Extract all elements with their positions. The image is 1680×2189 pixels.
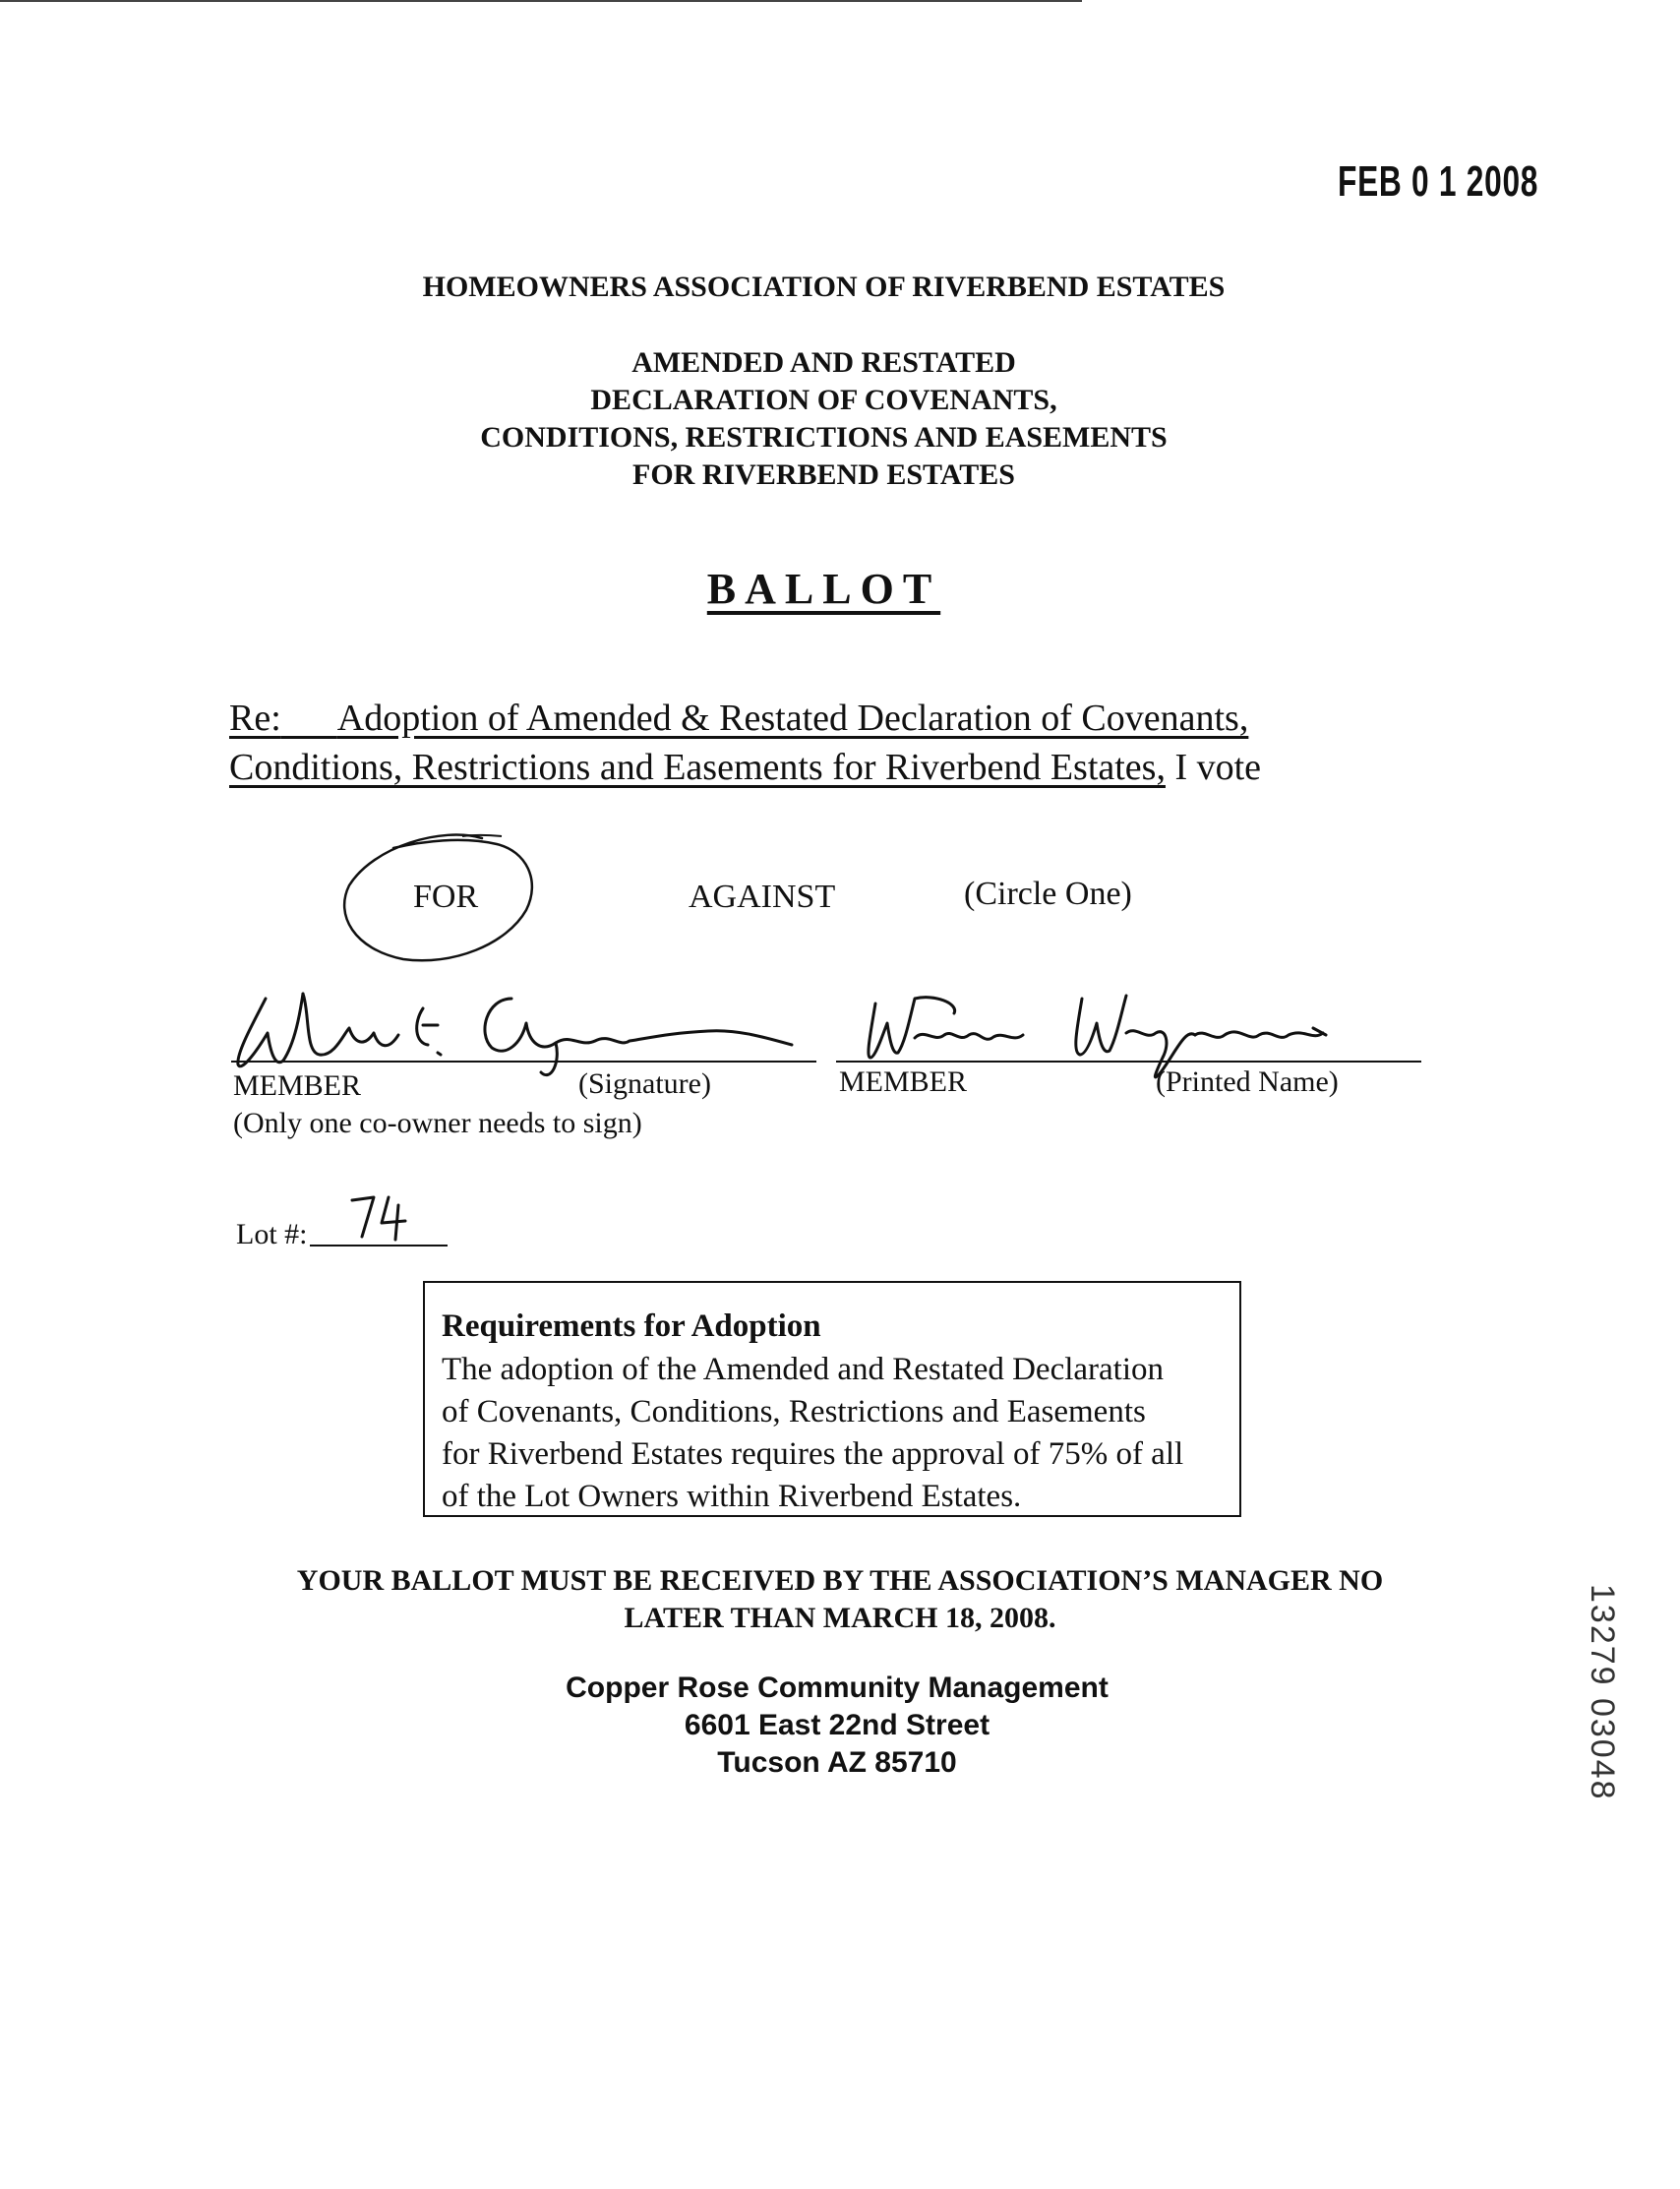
- signature-line[interactable]: [231, 1061, 816, 1063]
- member-label-printed: MEMBER: [839, 1065, 968, 1098]
- coowner-note: (Only one co-owner needs to sign): [233, 1107, 642, 1139]
- deadline-line-1: YOUR BALLOT MUST BE RECEIVED BY THE ASSOCIATION’S MANAGER NO: [296, 1564, 1384, 1597]
- vote-option-for[interactable]: FOR: [413, 879, 479, 915]
- re-trailing: I vote: [1174, 747, 1262, 788]
- re-subject-1: Adoption of Amended & Restated Declaration of Covenants,: [336, 698, 1249, 739]
- printed-name-line[interactable]: [836, 1061, 1421, 1063]
- declaration-title: [0, 344, 1648, 494]
- requirements-line: The adoption of the Amended and Restated Declaration: [442, 1352, 1165, 1387]
- re-line-1: [229, 697, 1248, 740]
- requirements-line: of Covenants, Conditions, Restrictions and Easements: [442, 1394, 1146, 1429]
- declaration-line: DECLARATION OF COVENANTS,: [590, 384, 1057, 416]
- re-subject-2: Conditions, Restrictions and Easements for Riverbend Estates,: [229, 747, 1166, 788]
- ballot-title: BALLOT: [706, 565, 941, 613]
- lot-number-handwritten: [344, 1186, 423, 1245]
- vote-option-against[interactable]: AGAINST: [689, 879, 836, 915]
- declaration-line: AMENDED AND RESTATED: [631, 346, 1016, 379]
- deadline-line-2: LATER THAN MARCH 18, 2008.: [624, 1602, 1056, 1634]
- scan-top-edge: [0, 0, 1082, 2]
- association-name: HOMEOWNERS ASSOCIATION OF RIVERBEND ESTATES: [422, 271, 1226, 303]
- member-label-signature: MEMBER: [233, 1069, 362, 1102]
- signature-label: (Signature): [578, 1067, 711, 1100]
- document-number: 13279 03048: [1584, 1584, 1621, 1801]
- requirements-line: for Riverbend Estates requires the approval of 75% of all: [442, 1436, 1184, 1472]
- requirements-title: Requirements for Adoption: [442, 1308, 821, 1344]
- requirements-body: [442, 1349, 1226, 1518]
- manager-street: 6601 East 22nd Street: [684, 1709, 990, 1741]
- manager-name: Copper Rose Community Management: [566, 1672, 1109, 1704]
- re-line-2: [229, 746, 1261, 789]
- member-signature-scribble: [238, 994, 792, 1075]
- requirements-line: of the Lot Owners within Riverbend Estates.: [442, 1479, 1022, 1514]
- lot-number-line[interactable]: [310, 1245, 448, 1247]
- manager-address: [0, 1670, 1674, 1782]
- declaration-line: CONDITIONS, RESTRICTIONS AND EASEMENTS: [480, 421, 1168, 454]
- re-prefix: Re:: [229, 698, 281, 739]
- received-date-stamp: FEB 0 1 2008: [1338, 157, 1539, 206]
- requirements-box: [423, 1281, 1241, 1517]
- declaration-line: FOR RIVERBEND ESTATES: [632, 458, 1015, 491]
- lot-label: Lot #:: [236, 1218, 308, 1250]
- manager-city: Tucson AZ 85710: [717, 1746, 957, 1779]
- vote-instruction: (Circle One): [964, 876, 1132, 912]
- printed-name-label: (Printed Name): [1156, 1065, 1339, 1098]
- deadline-notice: [0, 1562, 1680, 1637]
